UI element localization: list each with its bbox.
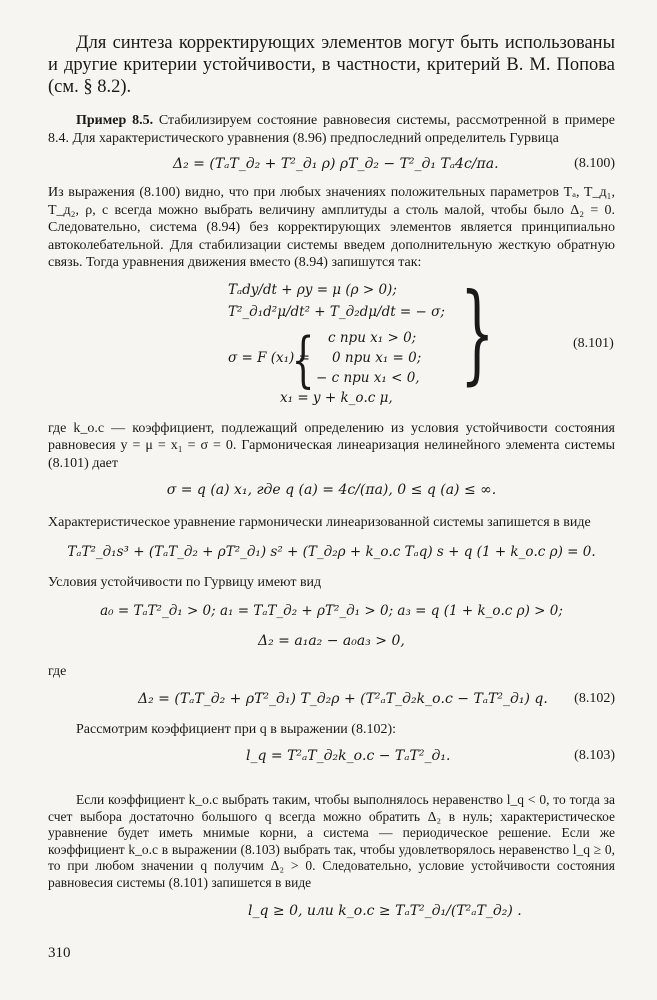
equation-8-102-formula: Δ₂ = (TₐT_д₂ + ρT²_д₁) T_д₂ρ + (T²ₐT_д₂k_о.с − TₐT²_д₁) q. bbox=[138, 690, 548, 707]
system-case3: − c при x₁ < 0, bbox=[316, 369, 420, 386]
system-line4: x₁ = y + k_о.с μ, bbox=[280, 389, 393, 406]
system-case2: 0 при x₁ = 0; bbox=[332, 349, 422, 366]
example-text: Стабилизируем состояние равновесия системы, рассмотренной в примере 8.4. Для характеристического уравнения (8.96) предпоследний определитель Гурвица bbox=[48, 113, 616, 146]
equation-8-100-formula: Δ₂ = (TₐT_д₂ + T²_д₁ ρ) ρT_д₂ − T²_д₁ Tₐ4c/πa. bbox=[173, 156, 499, 172]
equation-final-formula: l_q ≥ 0, или k_о.с ≥ TₐT²_д₁/(T²ₐT_д₂) . bbox=[248, 903, 522, 919]
where-label: где bbox=[48, 664, 67, 679]
equation-characteristic: TₐT²_д₁s³ + (TₐT_д₂ + ρT²_д₁) s² + (T_д₂ρ + k_о.с Tₐq) s + q (1 + k_о.с ρ) = 0. bbox=[67, 543, 596, 560]
system-line1: Tₐdy/dt + ρy = μ (ρ > 0); bbox=[228, 281, 397, 298]
equation-8-100 bbox=[48, 156, 615, 178]
system-number: (8.101) bbox=[573, 335, 614, 351]
left-brace-icon: { bbox=[291, 324, 315, 395]
equation-conditions-2-formula: Δ₂ = a₁a₂ − a₀a₃ > 0, bbox=[258, 633, 405, 649]
system-case1: c при x₁ > 0; bbox=[328, 329, 417, 346]
equation-8-100-number: (8.100) bbox=[574, 156, 615, 171]
equation-8-102 bbox=[48, 691, 615, 713]
intro-line1: Для синтеза корректирующих элементов могут быть использованы bbox=[76, 33, 615, 53]
intro-paragraph bbox=[48, 32, 615, 98]
page-number: 310 bbox=[48, 945, 71, 961]
system-sigma: σ = F (x₁) = bbox=[228, 349, 310, 366]
paragraph-7: Если коэффициент k_о.с выбрать таким, чтобы выполнялось неравенство l_q < 0, то тогда за счет выбора достаточно большого q всегда можно обратить Δ₂ в нуль; характеристическое уравнение будет иметь мнимые корни, а система — периодическое решение. Если же коэффициент k_о.с в выражении (8.103) выбрать так, чтобы удовлетворялось неравенство l_q ≥ 0, то при любом значении q получим Δ₂ > 0. Следовательно, условие устойчивости состояния равновесия системы (8.101) запишется в виде bbox=[48, 792, 615, 890]
paragraph-2: Из выражения (8.100) видно, что при любых значениях положительных параметров Tₐ, T_д₁, T_д₂, ρ, c всегда можно выбрать величину амплитуды a столь малой, чтобы было Δ₂ = 0. Следовательно, система (8.94) без корректирующих элементов является принципиально автоколебательной. Для стабилизации системы введем дополнительную жесткую обратную связь. Тогда уравнения движения вместо (8.94) запишутся так: bbox=[48, 185, 615, 270]
system-8-101 bbox=[48, 270, 615, 406]
intro-line2: и другие критерии устойчивости, в частности, критерий В. М. Попова bbox=[48, 55, 615, 75]
system-line2: T²_д₁d²μ/dt² + T_д₂dμ/dt = − σ; bbox=[228, 303, 445, 320]
example-paragraph bbox=[48, 112, 615, 147]
equation-8-102-number: (8.102) bbox=[574, 690, 615, 706]
equation-final bbox=[48, 903, 615, 927]
example-title: Пример 8.5. bbox=[76, 113, 154, 128]
paragraph-6: Рассмотрим коэффициент при q в выражении (8.102): bbox=[76, 721, 397, 737]
paragraph-3: где k_о.с — коэффициент, подлежащий определению из условия устойчивости состояния равновесия y = μ = x₁ = σ = 0. Гармоническая линеаризация нелинейного элемента системы (8.101) дает bbox=[48, 420, 615, 471]
paragraph-4: Характеристическое уравнение гармонически линеаризованной системы запишется в виде bbox=[48, 515, 591, 530]
right-brace-icon: } bbox=[460, 270, 495, 396]
intro-line3: (см. § 8.2). bbox=[48, 77, 132, 97]
equation-conditions-2 bbox=[48, 633, 615, 655]
equation-conditions-1: a₀ = TₐT²_д₁ > 0; a₁ = TₐT_д₂ + ρT²_д₁ > 0; a₃ = q (1 + k_о.с ρ) > 0; bbox=[100, 603, 563, 619]
equation-sigma: σ = q (a) x₁, где q (a) = 4c/(πa), 0 ≤ q (a) ≤ ∞. bbox=[166, 482, 497, 498]
equation-8-103-number: (8.103) bbox=[574, 748, 615, 763]
paragraph-5: Условия устойчивости по Гурвицу имеют вид bbox=[48, 574, 322, 590]
equation-8-103-formula: l_q = T²ₐT_д₂k_о.с − TₐT²_д₁. bbox=[246, 748, 451, 764]
equation-8-103 bbox=[48, 748, 615, 770]
